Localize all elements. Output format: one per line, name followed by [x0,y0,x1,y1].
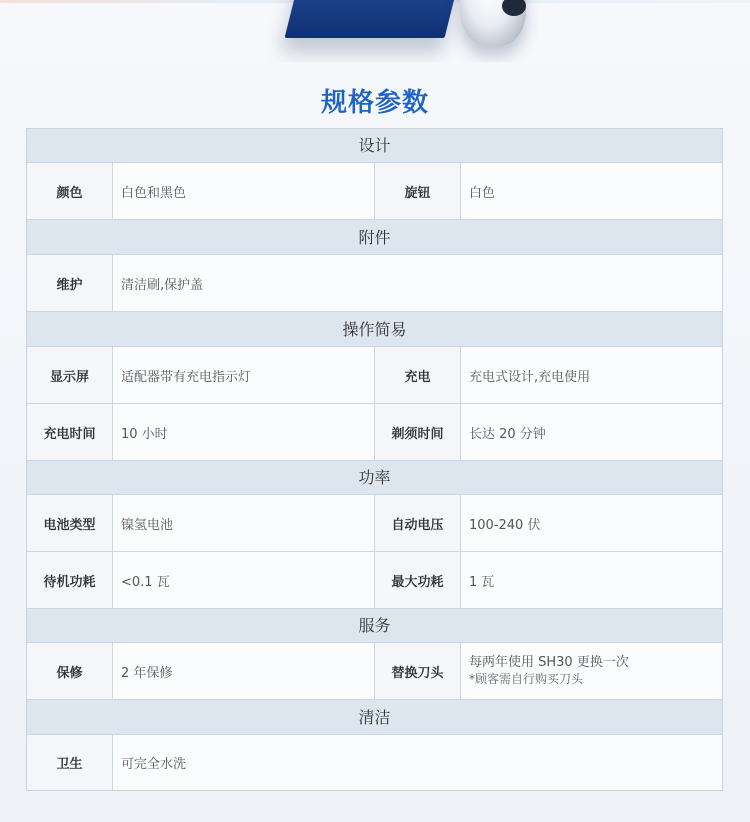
section-header-design: 设计 [27,129,722,163]
blade-purchase-note: *顾客需自行购买刀头 [469,672,584,686]
spec-value-knob: 白色 [460,163,722,219]
spec-value-color: 白色和黑色 [112,163,374,219]
spec-row-design [27,163,722,220]
spec-row-charge-time [27,404,722,461]
spec-value-display: 适配器带有充电指示灯 [112,347,374,403]
section-header-service: 服务 [27,609,722,643]
blade-replacement-text: 每两年使用 SH30 更换一次 [469,655,629,670]
spec-label-shave-time: 剃须时间 [374,404,460,460]
spec-row-display [27,347,722,404]
product-packaging-image [285,0,462,38]
spec-label-charge: 充电 [374,347,460,403]
section-header-accessories: 附件 [27,220,722,255]
spec-value-hygiene: 可完全水洗 [112,735,722,790]
spec-label-maintenance: 维护 [27,255,112,311]
spec-label-standby: 待机功耗 [27,552,112,608]
page-title: 规格参数 [320,88,429,118]
spec-label-warranty: 保修 [27,643,112,699]
spec-label-hygiene: 卫生 [27,735,112,790]
product-hero-banner [0,0,750,62]
spec-label-color: 颜色 [27,163,112,219]
spec-row-battery [27,495,722,552]
spec-value-charge-time: 10 小时 [112,404,374,460]
section-header-ease-of-use: 操作简易 [27,312,722,347]
spec-label-max-power: 最大功耗 [374,552,460,608]
spec-row-accessories [27,255,722,312]
spec-label-voltage: 自动电压 [374,495,460,551]
spec-label-display: 显示屏 [27,347,112,403]
spec-label-battery: 电池类型 [27,495,112,551]
spec-value-battery: 镍氢电池 [112,495,374,551]
spec-table [26,128,723,791]
spec-value-warranty: 2 年保修 [112,643,374,699]
spec-label-charge-time: 充电时间 [27,404,112,460]
spec-row-service [27,643,722,700]
spec-row-standby [27,552,722,609]
section-header-power: 功率 [27,461,722,495]
spec-value-max-power: 1 瓦 [460,552,722,608]
spec-row-cleaning [27,735,722,790]
spec-value-maintenance: 清洁刷,保护盖 [112,255,722,311]
spec-value-standby: <0.1 瓦 [112,552,374,608]
spec-value-charge: 充电式设计,充电使用 [460,347,722,403]
product-shaver-image [460,0,526,46]
spec-value-shave-time: 长达 20 分钟 [460,404,722,460]
spec-value-replacement-blade [460,643,722,699]
spec-value-voltage: 100-240 伏 [460,495,722,551]
spec-label-knob: 旋钮 [374,163,460,219]
section-header-cleaning: 清洁 [27,700,722,735]
spec-label-replacement-blade: 替换刀头 [374,643,460,699]
